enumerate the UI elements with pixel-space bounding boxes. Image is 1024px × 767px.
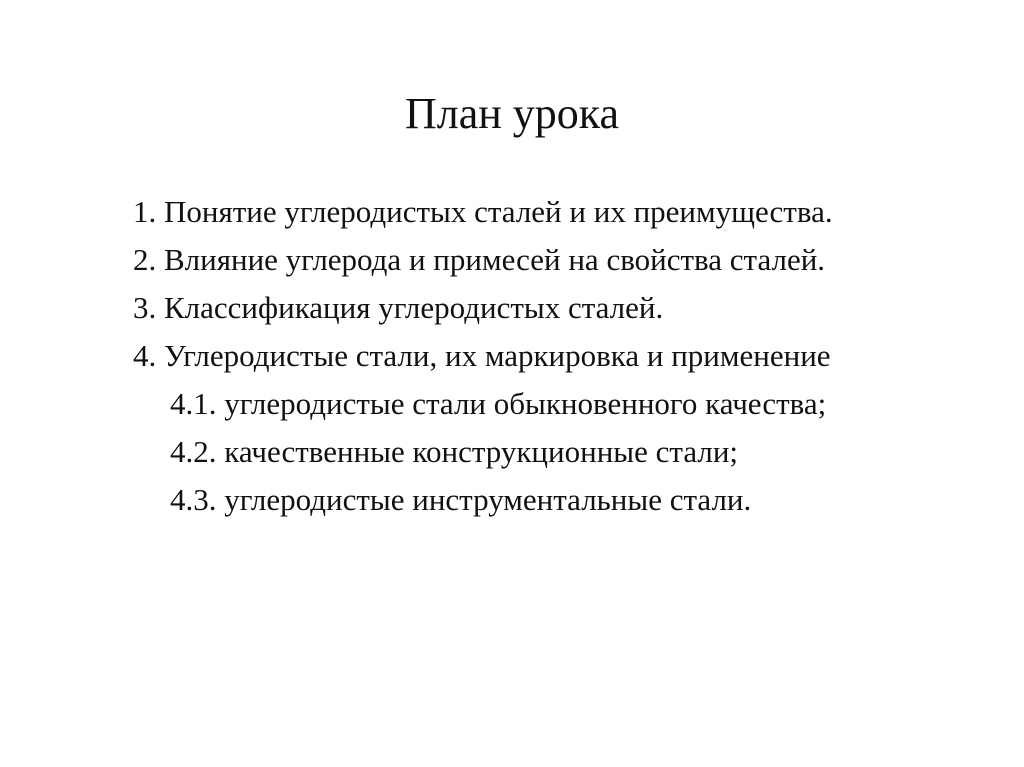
list-item-3: 3. Классификация углеродистых сталей. xyxy=(133,290,664,325)
list-item-4-2: 4.2. качественные конструкционные стали; xyxy=(170,434,739,469)
list-item-4-3: 4.3. углеродистые инструментальные стали. xyxy=(170,482,752,517)
list-item-4: 4. Углеродистые стали, их маркировка и применение xyxy=(133,338,831,373)
list-item-2: 2. Влияние углерода и примесей на свойства сталей. xyxy=(133,242,826,277)
list-item-4-1: 4.1. углеродистые стали обыкновенного качества; xyxy=(170,386,827,421)
slide-title: План урока xyxy=(404,89,620,138)
list-item-1: 1. Понятие углеродистых сталей и их преимущества. xyxy=(133,194,833,229)
lesson-plan-list xyxy=(133,188,833,524)
